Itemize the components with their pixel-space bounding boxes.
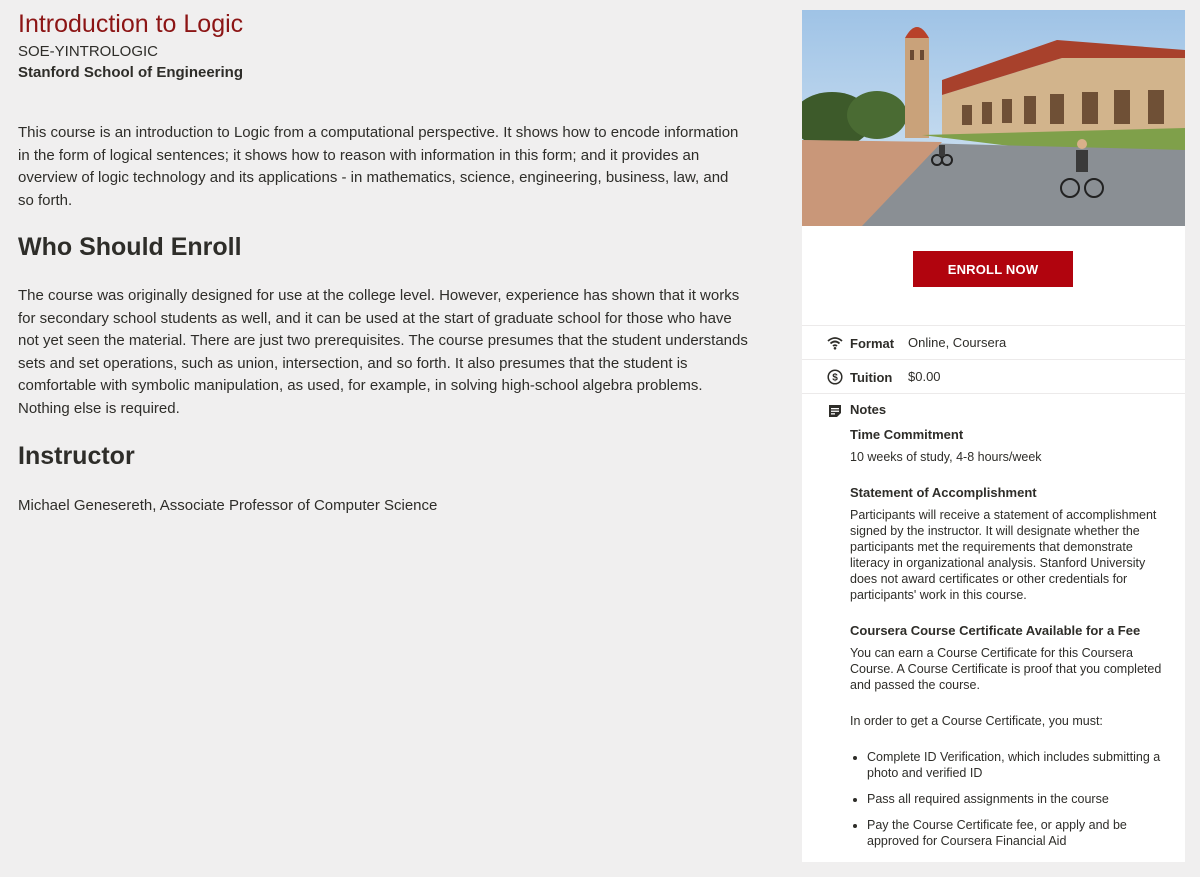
- time-commitment-heading: Time Commitment: [850, 427, 964, 442]
- format-value: Online, Coursera: [908, 335, 1007, 350]
- time-commitment-text: 10 weeks of study, 4-8 hours/week: [850, 450, 1042, 464]
- statement-text: Participants will receive a statement of accomplishment signed by the instructor. It will designate whether the participants met the requirements that demonstrate literacy in organizational analysis. Stanford University does not award certificates or other credentials for participants' work in this course.: [850, 508, 1157, 602]
- format-row: [802, 326, 1185, 360]
- enroll-section: [802, 226, 1185, 326]
- certificate-heading: Coursera Course Certificate Available for a Fee: [850, 623, 1141, 638]
- list-item: • Pass all required assignments in the course: [867, 791, 1163, 807]
- page-title: Introduction to Logic: [18, 10, 244, 38]
- who-should-enroll-text: The course was originally designed for use at the college level. However, experience has shown that it works for secondary school students as well, and it can be used at the start of graduate school for those who have not yet seen the material. There are just two prerequisites. The course presumes that the student understands sets and set operations, such as union, intersection, and so forth. It also presumes that the student is comfortable with symbolic manipulation, as used, for example, in solving high-school algebra problems. Nothing else is required.: [18, 287, 748, 417]
- list-item: • Pay the Course Certificate fee, or apply and be approved for Coursera Financial Aid: [867, 817, 1163, 849]
- certificate-requirements-list: [850, 749, 1163, 849]
- certificate-order-text: In order to get a Course Certificate, you must:: [850, 714, 1103, 728]
- course-description: This course is an introduction to Logic from a computational perspective. It shows how to encode information in the form of logical sentences; it shows how to reason with information in this form; and it provides an overview of logic technology and its applications - in mathematics, science, engineering, business, law, and so forth.: [18, 124, 739, 209]
- instructor-text: Michael Genesereth, Associate Professor of Computer Science: [18, 497, 438, 514]
- tuition-value: $0.00: [908, 369, 941, 384]
- main-content: [18, 8, 748, 518]
- course-sidebar: [802, 10, 1185, 862]
- course-code: SOE-YINTROLOGIC: [18, 43, 159, 60]
- notes-icon: [828, 404, 842, 418]
- certificate-text: You can earn a Course Certificate for this Coursera Course. A Course Certificate is proof that you completed and passed the course.: [850, 646, 1162, 692]
- list-item: • Complete ID Verification, which includes submitting a photo and verified ID: [867, 749, 1163, 781]
- enroll-now-button[interactable]: ENROLL NOW: [913, 251, 1073, 287]
- notes-section: [802, 394, 1185, 849]
- dollar-circle-icon: [827, 369, 843, 385]
- campus-photo: [802, 10, 1185, 226]
- notes-label: Notes: [850, 402, 887, 417]
- tuition-label: Tuition: [850, 370, 893, 385]
- school-name: Stanford School of Engineering: [18, 64, 243, 81]
- instructor-heading: Instructor: [18, 442, 135, 470]
- wifi-icon: [827, 335, 843, 351]
- svg-text:$: $: [832, 372, 838, 384]
- format-label: Format: [850, 336, 895, 351]
- tuition-row: [802, 360, 1185, 394]
- statement-heading: Statement of Accomplishment: [850, 485, 1037, 500]
- who-should-enroll-heading: Who Should Enroll: [18, 233, 242, 261]
